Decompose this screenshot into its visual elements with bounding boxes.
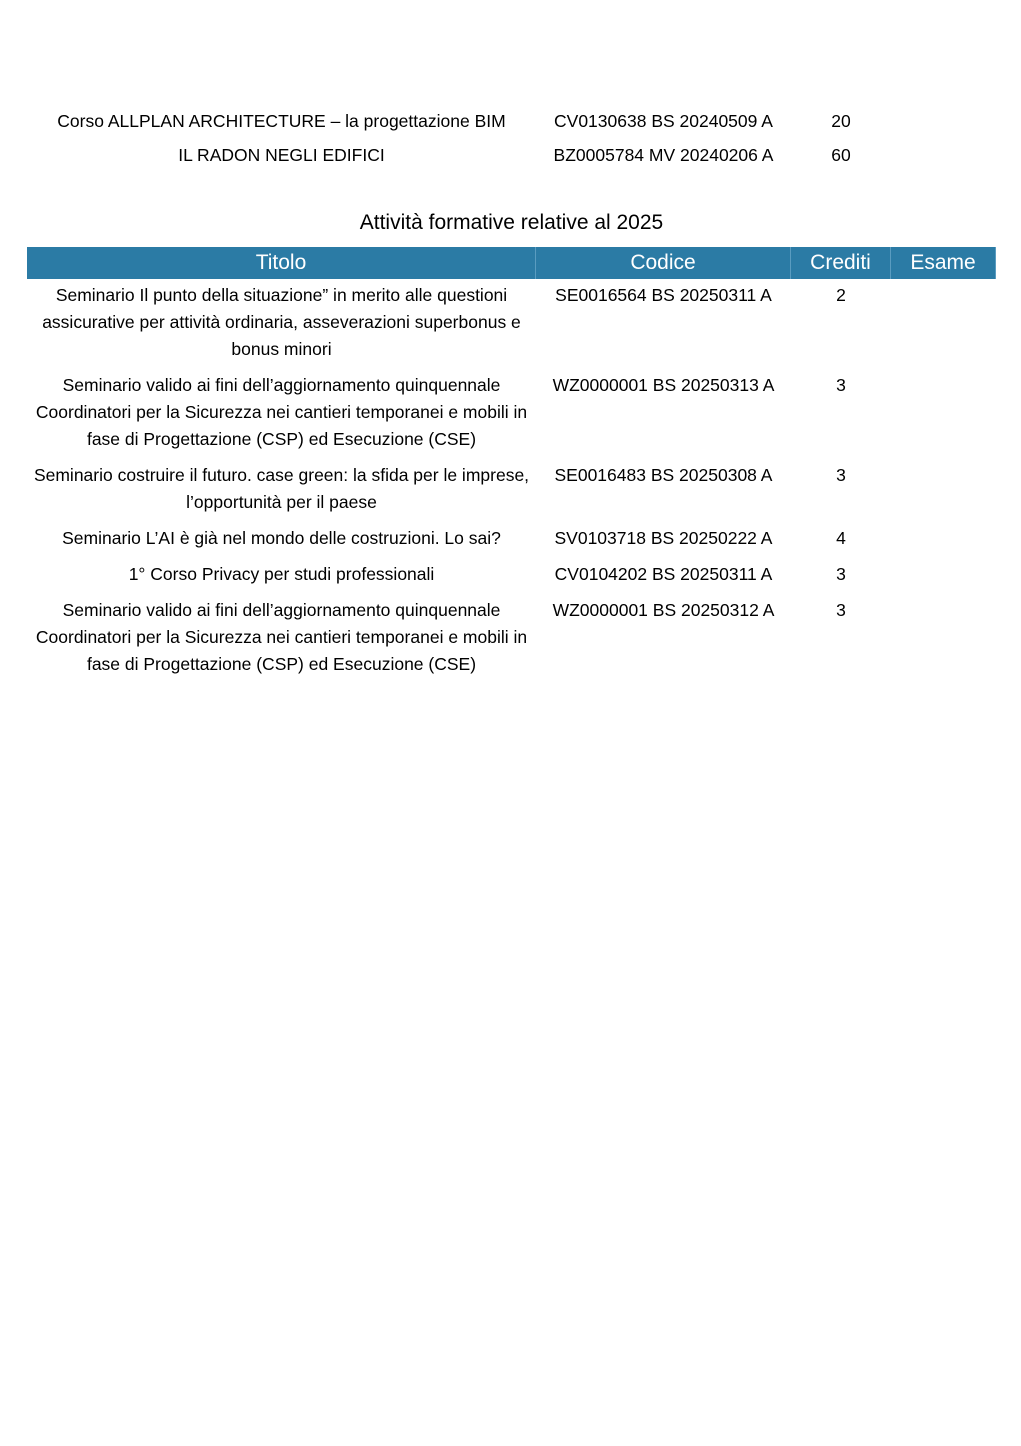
table-row-titolo: Seminario costruire il futuro. case green: la sfida per le imprese, l’opportunità per il paese	[33, 465, 530, 512]
previous-row-titolo: Corso ALLPLAN ARCHITECTURE – la progettazione BIM	[57, 111, 506, 131]
column-header-esame: Esame	[891, 247, 996, 279]
previous-row-crediti: 20	[831, 111, 851, 131]
table-row-titolo: Seminario L’AI è già nel mondo delle costruzioni. Lo sai?	[62, 528, 501, 548]
table-row-esame	[891, 522, 996, 558]
previous-row-titolo: IL RADON NEGLI EDIFICI	[178, 145, 385, 165]
table-row-esame	[891, 558, 996, 594]
table-row-crediti: 3	[836, 600, 846, 620]
table-row-esame	[891, 279, 996, 369]
column-header-codice: Codice	[536, 247, 791, 279]
table-row-codice: SE0016564 BS 20250311 A	[555, 285, 772, 305]
table-row-esame	[891, 459, 996, 522]
table-row-crediti: 2	[836, 285, 846, 305]
previous-activities-list	[27, 108, 996, 176]
table-row-crediti: 3	[836, 564, 846, 584]
table-row-crediti: 3	[836, 465, 846, 485]
table-row-codice: WZ0000001 BS 20250313 A	[552, 375, 775, 395]
table-row-crediti: 3	[836, 375, 846, 395]
previous-row-codice: BZ0005784 MV 20240206 A	[553, 145, 774, 165]
table-row-titolo: Seminario valido ai fini dell’aggiornamento quinquennale Coordinatori per la Sicurezza nei cantieri temporanei e mobili in fase di Progettazione (CSP) ed Esecuzione (CSE)	[35, 600, 528, 674]
previous-row-esame	[891, 142, 996, 176]
activities-2025-table	[27, 247, 996, 684]
column-header-titolo: Titolo	[27, 247, 536, 279]
table-row-codice: SE0016483 BS 20250308 A	[554, 465, 773, 485]
section-title: Attività formative relative al 2025	[359, 211, 664, 234]
table-row-codice: CV0104202 BS 20250311 A	[554, 564, 773, 584]
table-row-codice: SV0103718 BS 20250222 A	[554, 528, 773, 548]
previous-row-crediti: 60	[831, 145, 851, 165]
table-row-esame	[891, 594, 996, 684]
table-row-crediti: 4	[836, 528, 846, 548]
table-row-titolo: 1° Corso Privacy per studi professionali	[128, 564, 435, 584]
previous-row-codice: CV0130638 BS 20240509 A	[554, 111, 773, 131]
table-row-codice: WZ0000001 BS 20250312 A	[552, 600, 775, 620]
column-header-crediti: Crediti	[791, 247, 891, 279]
table-row-titolo: Seminario Il punto della situazione” in merito alle questioni assicurative per attività ordinaria, asseverazioni superbonus e bonus minori	[42, 285, 521, 359]
table-row-esame	[891, 369, 996, 459]
table-row-titolo: Seminario valido ai fini dell’aggiornamento quinquennale Coordinatori per la Sicurezza nei cantieri temporanei e mobili in fase di Progettazione (CSP) ed Esecuzione (CSE)	[35, 375, 528, 449]
previous-row-esame	[891, 108, 996, 142]
